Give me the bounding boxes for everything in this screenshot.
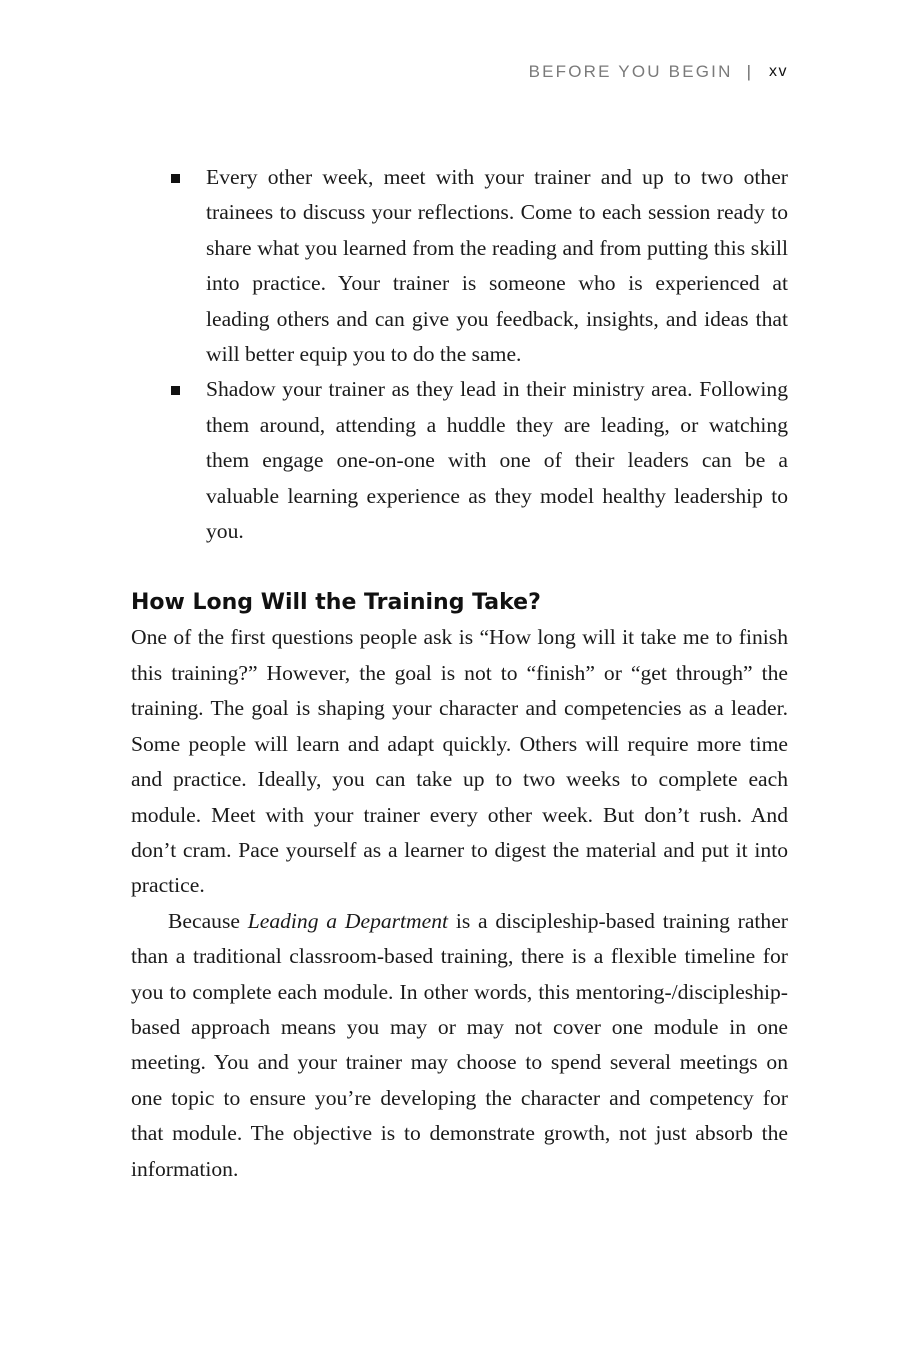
square-bullet-icon	[171, 174, 180, 183]
running-head-separator: |	[746, 62, 751, 81]
section-heading: How Long Will the Training Take?	[131, 590, 541, 616]
running-head	[529, 62, 788, 82]
running-head-section: BEFORE YOU BEGIN	[528, 62, 733, 81]
paragraph-rest: is a discipleship-based training rather than a traditional classroom-based training, there is a flexible timeline for you to complete each module. In other words, this mentoring-/discipleship-based approach means you may or may not cover one module in one meeting. You and your trainer may choose to spend several meetings on one topic to ensure you’re developing the character and competency for that module. The objective is to demonstrate growth, not just absorb the information.	[131, 908, 788, 1181]
body-paragraph: One of the first questions people ask is “How long will it take me to finish this training?” However, the goal is not to “finish” or “get through” the training. The goal is shaping your character and competencies as a leader. Some people will learn and adapt quickly. Others will require more time and practice. Ideally, you can take up to two weeks to complete each module. Meet with your trainer every other week. But don’t rush. And don’t cram. Pace yourself as a learner to digest the material and put it into practice.	[131, 625, 788, 898]
page-body	[131, 160, 788, 1187]
square-bullet-icon	[171, 386, 180, 395]
list-item	[131, 160, 788, 372]
page-number: xv	[769, 63, 788, 80]
body-paragraph	[131, 904, 788, 1187]
book-title: Leading a Department	[247, 908, 449, 933]
bullet-text: Shadow your trainer as they lead in their ministry area. Following them around, attending a huddle they are leading, or watching them engage one-on-one with one of their leaders can be a valuable learning experience as they model healthy leadership to you.	[206, 377, 788, 544]
bullet-list	[131, 160, 788, 549]
list-item	[131, 372, 788, 549]
bullet-text: Every other week, meet with your trainer and up to two other trainees to discuss your reflections. Come to each session ready to share what you learned from the reading and from putting this skill into practice. Your trainer is someone who is experienced at leading others and can give you feedback, insights, and ideas that will better equip you to do the same.	[206, 165, 788, 367]
paragraph-lead: Because	[168, 908, 248, 933]
